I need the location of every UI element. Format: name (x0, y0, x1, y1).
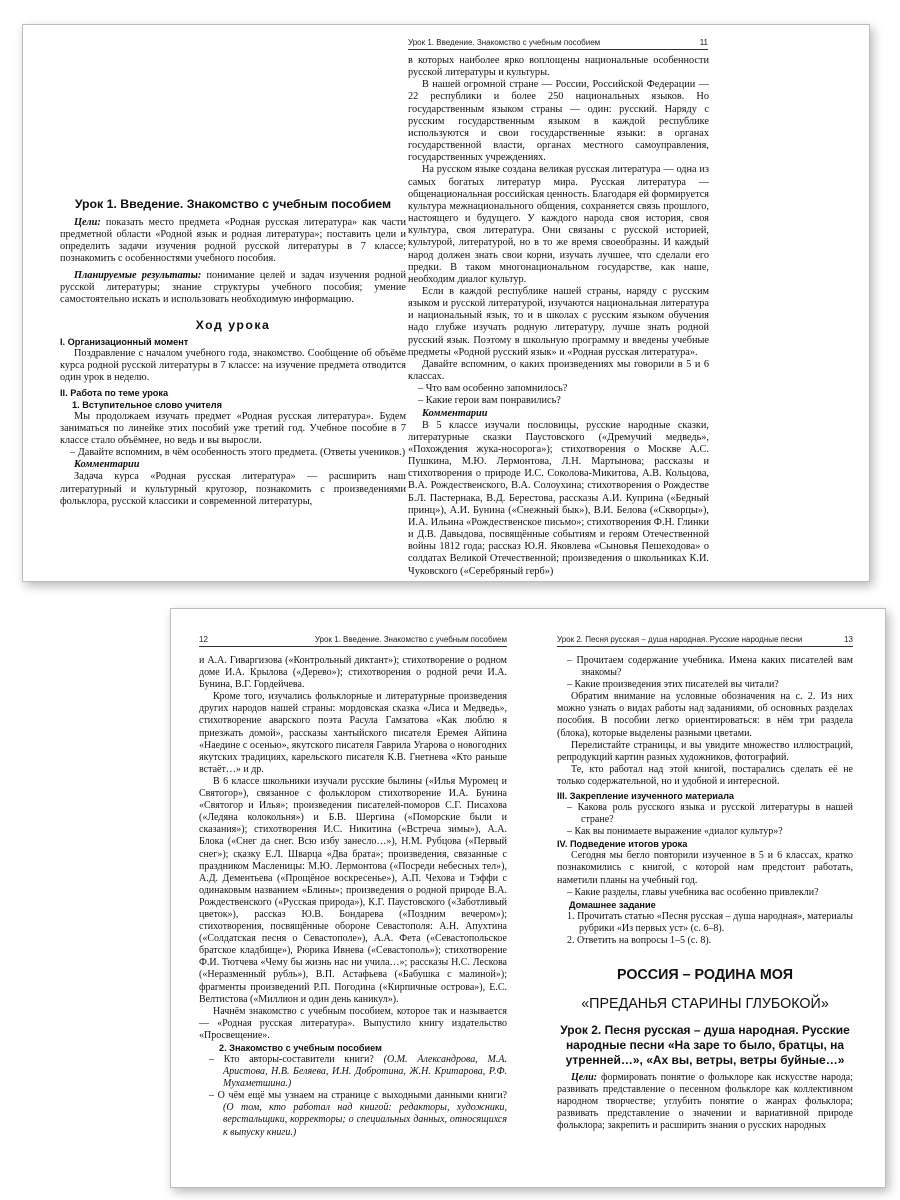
question-text: – О чём ещё мы узнаем на странице с выходными данными книги? (209, 1090, 507, 1102)
paragraph: Давайте вспомним, о каких произведениях мы говорили в 5 и 6 классах. (408, 358, 709, 383)
book-spread-bottom (170, 608, 886, 1188)
header-title: Урок 1. Введение. Знакомство с учебным пособием (314, 635, 507, 644)
results-text: понимание целей и задач изучения родной русской литературы; знание структуры учебного пособия; умение самостоятельно искать и использовать необходимую информацию. (60, 269, 406, 305)
paragraph: На русском языке создана великая русская литература — одна из самых богатых литератур мира. Русская литература — общенациональная российская ценность. Благодаря ей формируется культура межнационального общения, сохраняется связь прошлого, настоящего и будущего. У каждого народа своя история, своя культура, своя литература. Они связаны с русской историей, культурой, литературой, но в то же время своеобразны. И каждый народ должен знать свои корни, изучать лучшее, что сделали его предки. В таком многонациональном государстве, как наше, необходим диалог культур. (408, 164, 709, 285)
paragraph: Кроме того, изучались фольклорные и литературные произведения других народов нашей страны: мордовская сказка «Лиса и Медведь», стихотворение аварского поэта Расула Гамзатова «Как люблю я приезжать домой», рассказы хантыйского писателя Еремея Айпина «Наедине с осенью», якутского писателя Гаврила Угарова о новогодних якутских традициях, карельского писателя К.В. Гнетнева «Кто раньше встаёт…» и др. (199, 691, 507, 775)
paragraph: В 5 классе изучали пословицы, русские народные сказки, литературные сказки Паустовского («Дремучий медведь», «Похождения жука-носорога»); стихотворения о Москве А.С. Пушкина, М.Ю. Лермонтова, Л.Н. Мартынова; рассказы и стихотворения о природе И.С. Соколова-Микитова, А.В. Кольцова, В.А. Рождественского, В.А. Солоухина; стихотворения о Рождестве Б.Л. Пастернака, В.Д. Берестова, рассказы А.И. Куприна («Бедный принц»), А.И. Бунина («Снежный бык»), В.И. Белова («Скворцы»), И.А. Ильина «Рождественское письмо»; стихотворения Ф.Н. Глинки и Д.В. Давыдова, посвящённые событиям и героям Отечественной войны 1812 года; рассказ Ю.Я. Яковлева «Сыновья Пешеходова» о солдатах Великой Отечественной; произведения о школьниках К.И. Чуковского («Серебряный герб») (408, 419, 709, 577)
comments-heading: Комментарии (422, 407, 488, 419)
question-line (199, 1090, 507, 1138)
running-header (199, 635, 507, 647)
paragraph: Те, кто работал над этой книгой, постарались сделать её не только содержательной, но и удобной и интересной. (557, 763, 853, 787)
course-heading: Ход урока (195, 318, 271, 333)
results-label: Планируемые результаты: (74, 269, 202, 281)
chapter-title: «ПРЕДАНЬЯ СТАРИНЫ ГЛУБОКОЙ» (581, 995, 829, 1012)
paragraph: Если в каждой республике нашей страны, наряду с русским языком и русской литературой, изучаются национальная литература и национальный язык, то и в школах с русским языком обучения надо глубже изучать родную литературу, лучше знать родной русский язык. Поэтому в школьную программу и введены учебные предметы «Родной русский язык» и «Родная русская литература». (408, 285, 709, 358)
goals-paragraph (60, 217, 406, 266)
section-heading-3: III. Закрепление изученного материала (557, 791, 735, 802)
paragraph: Сегодня мы бегло повторили изученное в 5 и 6 классах, кратко познакомились с книгой, с которой нам предстоит работать, наметили планы на учебный год. (557, 850, 853, 886)
part-title: РОССИЯ – РОДИНА МОЯ (616, 966, 794, 983)
paragraph: Мы продолжаем изучать предмет «Родная русская литература». Будем заниматься по линейке этих пособий уже третий год. Учебное пособие в 7 классе стало объёмнее, но ведь и вы выросли. (60, 410, 406, 446)
lesson-title: Урок 1. Введение. Знакомство с учебным пособием (74, 197, 392, 211)
question-line: – Давайте вспомним, в чём особенность этого предмета. (Ответы учеников.) (70, 447, 406, 459)
running-header (557, 635, 853, 647)
question-line: – Прочитаем содержание учебника. Имена каких писателей вам знакомы? (567, 655, 853, 679)
lesson-2-title: Урок 2. Песня русская – душа народная. Русские народные песни «На заре то было, братцы, на утренней…», «Ах вы, ветры, ветры буйные…» (560, 1022, 850, 1067)
header-title: Урок 1. Введение. Знакомство с учебным пособием (408, 38, 601, 47)
homework-item: 2. Ответить на вопросы 1–5 (с. 8). (567, 934, 712, 946)
book-spread-top (22, 24, 870, 582)
question-line: – Как вы понимаете выражение «диалог культур»? (567, 826, 783, 838)
goals-label: Цели: (74, 217, 101, 228)
page-right-bottom (557, 609, 853, 1187)
section-heading-1: I. Организационный момент (60, 337, 189, 348)
question-line: – Какие разделы, главы учебника вас особенно привлекли? (567, 886, 819, 898)
answer-text: (О.М. Александрова, М.А. Аристова, Н.В. Беляева, И.Н. Добротина, Ж.Н. Критарова, Р.Ф. Мухаметшина.) (223, 1054, 507, 1090)
paragraph: В 6 классе школьники изучали русские былины («Илья Муромец и Святогор»), связанное с фольклором стихотворение И.А. Бунина «Святогор и Илья»; произведения писателей-поморов С.Г. Писахова («Ледяна колокольня») и Б.В. Шергина («Поморские были и сказания»); стихотворения И.С. Никитина («Встреча зимы»), А.А. Блока («Снег да снег. Всю избу занесло…»), Н.М. Рубцова («Первый снег»); сказку Е.Л. Шварца «Два брата»; произведения, связанные с праздником Масленицы: М.Ю. Лермонтова («Посреди небесных тел»), А.Д. Дементьева («Прощёное воскресенье»), А.П. Чехова и Тэффи с одинаковым названием «Блины»; произведения о родной природе В.А. Рождественского («Русская природа»), К.Г. Паустовского («Заботливый цветок»), рассказ Ю.В. Бондарева («Поздним вечером»); стихотворения, посвящённые обороне Севастополя: А.Н. Апухтина («Солдатская песня о Севастополе»), А.А. Фета («Севастопольское братское кладбище»), Рюрика Ивнева («Севастополь»); стихотворение Ф.И. Тютчева «Чему бы жизнь нас ни учила…»; рассказы Н.С. Лескова («Неразменный рубль»), В.П. Астафьева («Бабушка с малиной»); фрагменты произведений Р.П. Погодина («Кирпичные острова»), Е.С. Велтистова («Миллион и один день каникул»). (199, 775, 507, 1005)
page-number: 12 (199, 635, 208, 644)
paragraph: В нашей огромной стране — России, Российской Федерации — 22 республики и более 250 национальных языков. Но государственным языком страны — один: русский. Наряду с русским государственным языком в каждой республике используются и свои государственные языки: в органах государственной власти, органах местного самоуправления, государственных учреждениях. (408, 79, 709, 164)
page-right-top-body (408, 25, 709, 581)
question-text: – Кто авторы-составители книги? (209, 1054, 384, 1065)
header-title: Урок 2. Песня русская – душа народная. Русские народные песни (557, 635, 803, 644)
question-line (199, 1054, 507, 1090)
goals-label: Цели: (571, 1071, 597, 1083)
goals-paragraph (557, 1072, 853, 1132)
subsection-heading: 1. Вступительное слово учителя (72, 399, 222, 410)
question-line: – Какие герои вам понравились? (418, 395, 561, 407)
question-line: – Какие произведения этих писателей вы читали? (567, 679, 779, 691)
paragraph: и А.А. Гиваргизова («Контрольный диктант»); стихотворение о родном доме И.А. Крылова («Дерево»); стихотворения о родной речи И.А. Бунина, В.Г. Гордейчева. (199, 655, 507, 691)
page-number: 11 (699, 38, 708, 47)
page-number: 13 (844, 635, 853, 644)
question-line: – Какова роль русского языка и русской литературы в нашей стране? (567, 802, 853, 826)
goals-text: показать место предмета «Родная русская литература» как части предметной области «Родной язык и родная литература»; поставить цели и определить задачи изучения родной русской литературы в 7 классе; познакомить с особенностями учебного пособия. (60, 217, 406, 265)
section-heading-4: IV. Подведение итогов урока (557, 839, 688, 850)
answer-text: (О том, кто работал над книгой: редакторы, художники, верстальщики, корректоры; о специальных данных, относящихся к выпуску книги.) (223, 1102, 507, 1138)
paragraph: Поздравление с началом учебного года, знакомство. Сообщение об объёме курса родной русской литературы в 7 классе: на изучение предмета отводится один урок в неделю. (60, 348, 406, 384)
homework-item: 1. Прочитать статью «Песня русская – душа народная», материалы рубрики «Из первых уст» (с. 6–8). (567, 910, 853, 934)
paragraph: Задача курса «Родная русская литература» — расширить наш литературный и культурный кругозор, познакомить с произведениями фольклора, русской классики и современной литературы, (60, 471, 406, 507)
paragraph: Обратим внимание на условные обозначения на с. 2. Из них можно узнать о видах работы над заданиями, об основных разделах пособия. В пособии легко ориентироваться: в нём три раздела (блока), которые выделены разными цветами. (557, 691, 853, 739)
homework-heading: Домашнее задание (569, 899, 656, 910)
subsection-heading: 2. Знакомство с учебным пособием (219, 1043, 382, 1053)
comments-heading: Комментарии (74, 459, 140, 471)
page-left-top (60, 25, 406, 581)
section-heading-2: II. Работа по теме урока (60, 387, 169, 398)
question-line: – Что вам особенно запомнилось? (418, 383, 568, 395)
results-paragraph (60, 270, 406, 306)
paragraph: Начнём знакомство с учебным пособием, которое так и называется — «Родная русская литература». Выпустило книгу издательство «Просвещение». (199, 1005, 507, 1041)
goals-text: формировать понятие о фольклоре как искусстве народа; развивать представление о песенном фольклоре как коллективном народном творчестве; углубить понятие о жанрах фольклора; развивать представление о значении и вариативной природе фольклора; закрепить и расширить знания о русских народных (557, 1071, 853, 1132)
paragraph: в которых наиболее ярко воплощены национальные особенности русской литературы и культуры. (408, 55, 709, 79)
paragraph: Перелистайте страницы, и вы увидите множество иллюстраций, репродукций картин разных художников, фотографий. (557, 739, 853, 763)
page-left-bottom (199, 609, 507, 1187)
